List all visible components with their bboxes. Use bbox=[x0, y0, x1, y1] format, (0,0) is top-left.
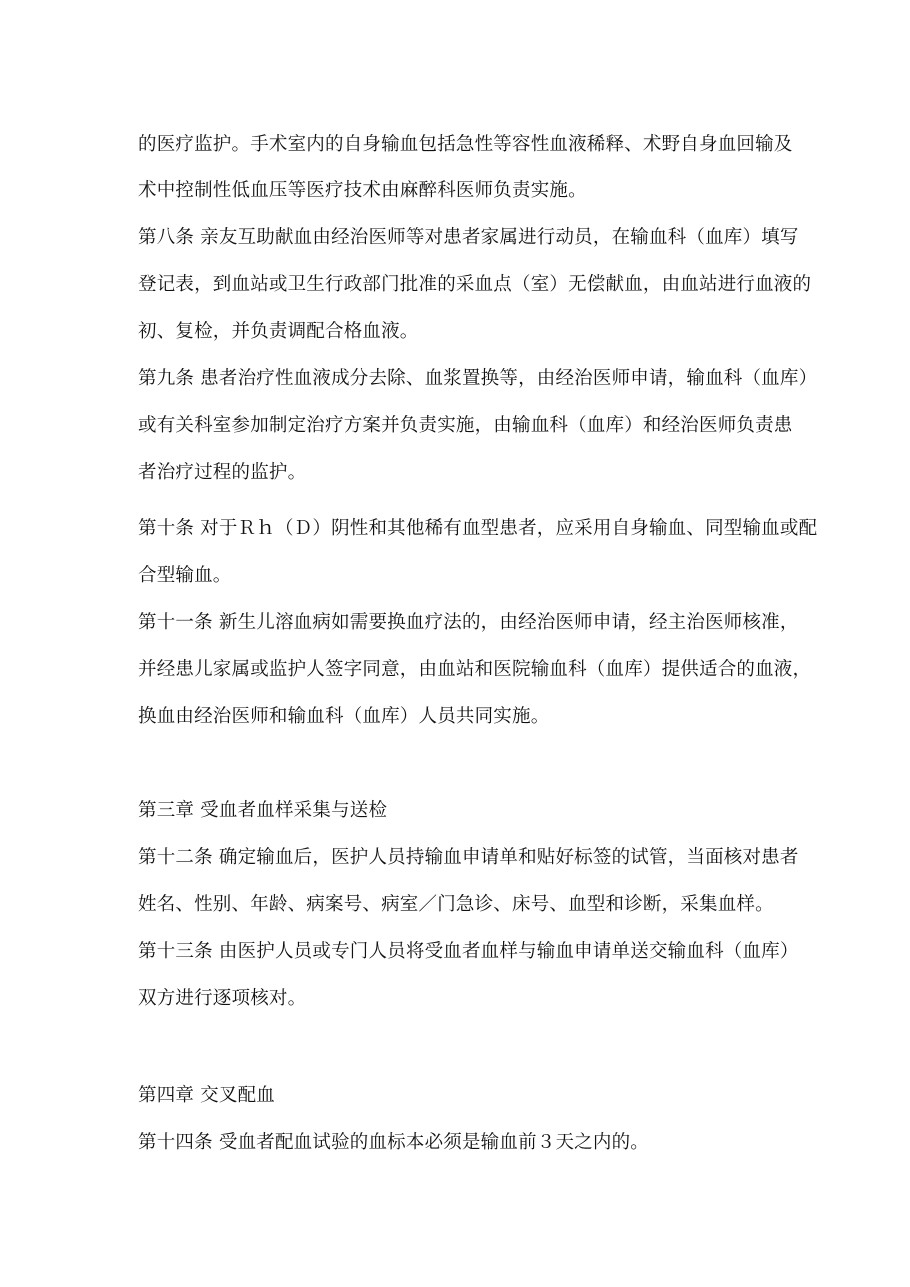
text-line: 登记表，到血站或卫生行政部门批准的采血点（室）无偿献血，由血站进行血液的 bbox=[138, 274, 812, 295]
text-line: 姓名、性别、年龄、病案号、病室／门急诊、床号、血型和诊断，采集血样。 bbox=[138, 894, 774, 915]
article-11-line: 第十一条 新生儿溶血病如需要换血疗法的，由经治医师申请，经主治医师核准， bbox=[138, 612, 799, 633]
chapter-4-heading: 第四章 交叉配血 bbox=[138, 1085, 275, 1106]
article-10-line: 第十条 对于Ｒｈ（Ｄ）阴性和其他稀有血型患者，应采用自身输血、同型输血或配 bbox=[138, 518, 818, 539]
text-line: 合型输血。 bbox=[138, 565, 232, 586]
text-line: 术中控制性低血压等医疗技术由麻醉科医师负责实施。 bbox=[138, 180, 587, 201]
article-12-line: 第十二条 确定输血后，医护人员持输血申请单和贴好标签的试管，当面核对患者 bbox=[138, 847, 799, 868]
article-13-line: 第十三条 由医护人员或专门人员将受血者血样与输血申请单送交输血科（血库） bbox=[138, 941, 799, 962]
text-line: 初、复检，并负责调配合格血液。 bbox=[138, 321, 419, 342]
article-14-line: 第十四条 受血者配血试验的血标本必须是输血前３天之内的。 bbox=[138, 1132, 649, 1153]
text-line: 换血由经治医师和输血科（血库）人员共同实施。 bbox=[138, 706, 550, 727]
text-line: 或有关科室参加制定治疗方案并负责实施，由输血科（血库）和经治医师负责患 bbox=[138, 415, 793, 436]
article-9-line: 第九条 患者治疗性血液成分去除、血浆置换等，由经治医师申请，输血科（血库） bbox=[138, 368, 818, 389]
article-8-line: 第八条 亲友互助献血由经治医师等对患者家属进行动员，在输血科（血库）填写 bbox=[138, 227, 799, 248]
chapter-3-heading: 第三章 受血者血样采集与送检 bbox=[138, 800, 388, 821]
text-line: 并经患儿家属或监护人签字同意，由血站和医院输血科（血库）提供适合的血液， bbox=[138, 659, 812, 680]
text-line: 者治疗过程的监护。 bbox=[138, 462, 307, 483]
text-line: 的医疗监护。手术室内的自身输血包括急性等容性血液稀释、术野自身血回输及 bbox=[138, 134, 793, 155]
text-line: 双方进行逐项核对。 bbox=[138, 988, 307, 1009]
